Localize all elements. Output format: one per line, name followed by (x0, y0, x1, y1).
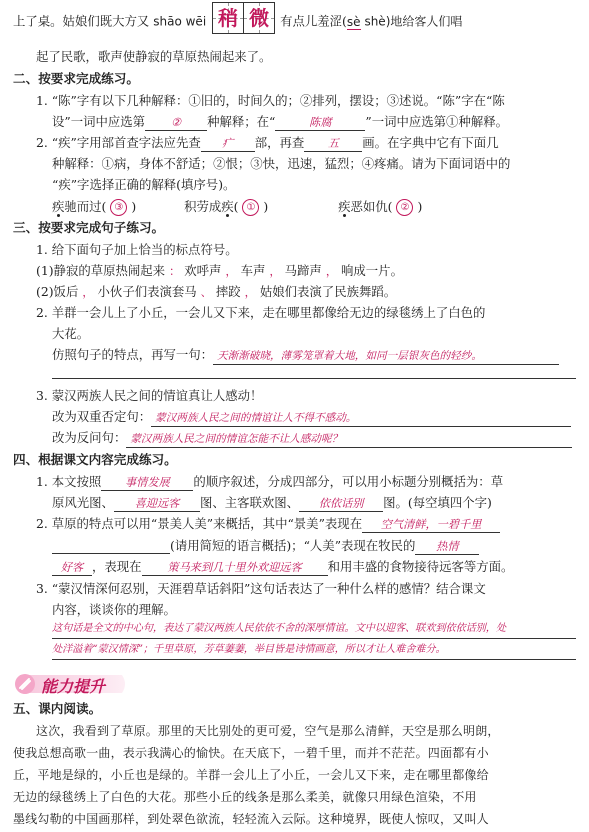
s2-q2-line2: 种解释：①病，身体不舒适；②恨；③快，迅速，猛烈；④疼痛。请为下面词语中的 (52, 156, 511, 171)
section-2-title: 二、按要求完成练习。 (13, 71, 139, 86)
text: 积劳成 (184, 199, 222, 214)
reading-line-2: 使我总想高歌一曲，表示我满心的愉快。在天底下，一碧千里，而并不茫茫。四面都有小 (13, 746, 489, 760)
s4-q1-line2 (52, 494, 492, 512)
s3-q2-line2: 大花。 (52, 326, 90, 341)
answer-blank[interactable]: 事情发展 (101, 475, 193, 491)
text: ，表现在 (92, 559, 142, 574)
text: 画。在字典中它有下面几 (362, 135, 499, 150)
answer-blank[interactable]: 策马来到几十里外欢迎远客 (142, 560, 328, 576)
tianzige-boxes (212, 2, 274, 34)
reading-line-4: 无边的绿毯绣上了白色的大花。那些小丘的线条是那么柔美，就像只用绿色渲染，不用 (13, 790, 477, 804)
s3-q2-line1: 2. 羊群一会儿上了小丘，一会儿又下来，走在哪里都像给无边的绿毯绣上了白色的 (36, 305, 486, 320)
answer-blank[interactable]: 陈腐 (275, 115, 365, 131)
text: (2)饭后 (36, 284, 79, 299)
s3-p2 (36, 283, 396, 302)
dotted-char: 疾 (338, 199, 351, 214)
s4-q2-line2 (52, 537, 479, 555)
word-1 (52, 199, 136, 214)
text: ”一词中应选第①种解释。 (365, 114, 509, 129)
reading-line-3: 丘，平地是绿的，小丘也是绿的。羊群一会儿上了小丘，一会儿又下来，走在哪里都像给 (13, 768, 489, 782)
punct-answer: ， (244, 286, 256, 299)
text: 小伙子们表演套马 (97, 284, 197, 299)
s4-q3-answer-2[interactable]: 处洋溢着“蒙汉情深”；千里草原，芳草萋萋，举目皆是诗情画意，所以才让人难舍难分。 (52, 641, 576, 660)
s3-q3-line1: 3. 蒙汉两族人民之间的情谊真让人感动！ (36, 388, 263, 403)
text: 设”一词中应选第 (52, 114, 146, 129)
answer-blank[interactable] (52, 538, 170, 554)
text: ( (233, 199, 239, 214)
answer-blank[interactable]: ② (145, 115, 207, 131)
punct-answer: ， (82, 286, 94, 299)
s4-q1-line1 (36, 473, 503, 491)
text: 上了桌。姑娘们既大方又 (13, 13, 150, 29)
answer-line[interactable]: 天渐渐破晓，薄雾笼罩着大地，如同一层银灰色的轻纱。 (213, 349, 559, 365)
text: 种解释；在“ (207, 114, 276, 129)
text: 的顺序叙述，分成四部分，可以用小标题分别概括为：草 (193, 474, 504, 489)
s3-q3-line2 (52, 408, 571, 427)
text: 摔跤 (215, 284, 241, 299)
text: 马蹄声 (284, 263, 322, 278)
s3-q3-line3 (52, 429, 572, 448)
answer-blank[interactable]: 热情 (415, 539, 479, 555)
blank-line[interactable] (52, 378, 576, 379)
section-5-title: 五、课内阅读。 (13, 701, 102, 716)
s4-q2-line3 (52, 558, 513, 576)
s2-q1-line2 (52, 113, 508, 131)
text: 响成一片。 (341, 263, 403, 278)
punct-answer: ： (169, 265, 181, 278)
answer-blank[interactable]: 疒 (201, 136, 255, 152)
s4-q3-answer-1[interactable]: 这句话是全文的中心句，表达了蒙汉两族人民依依不舍的深厚情谊。文中以迎客、联欢到依依话别，处 (52, 620, 576, 639)
ability-title: 能力提升 (41, 677, 106, 696)
s2-q2-line3: “疾”字选择正确的解释(填序号)。 (52, 177, 236, 192)
text: shè)地给客人们唱 (364, 14, 463, 29)
text: ) (131, 199, 137, 214)
text: 1. 本文按照 (36, 474, 102, 489)
answer-blank[interactable]: 五 (304, 136, 362, 152)
char: 微 (249, 6, 270, 30)
text: 有点儿羞涩( (280, 13, 347, 29)
text: 驰而过( (64, 199, 107, 214)
s2-q1-line1: 1. “陈”字有以下几种解释：①旧的，时间久的；②排列，摆设；③述说。“陈”字在“陈 (36, 93, 505, 108)
word-3 (338, 199, 422, 214)
section-4-title: 四、根据课文内容完成练习。 (13, 452, 177, 467)
text: 2. “疾”字用部首查字法应先查 (36, 135, 201, 150)
text: (请用简短的语言概括)；“人美”表现在牧民的 (170, 538, 416, 553)
s4-q2-line1 (36, 515, 500, 533)
text: 和用丰盛的食物接待远客等方面。 (327, 559, 514, 574)
text: 改为反问句： (52, 430, 127, 445)
section-3-title: 三、按要求完成句子练习。 (13, 220, 165, 235)
answer-blank[interactable]: 喜迎远客 (114, 496, 200, 512)
char: 稍 (218, 6, 239, 30)
answer-line[interactable]: 蒙汉两族人民之间的情谊让人不得不感动。 (151, 411, 571, 427)
answer-blank[interactable]: 依依话别 (299, 496, 383, 512)
reading-line-5: 墨线勾勒的中国画那样，到处翠色欲流，轻轻流入云际。这种境界，既使人惊叹，又叫人 (13, 812, 489, 826)
s4-q3-line1: 3. “蒙汉情深何忍别，天涯碧草话斜阳”这句话表达了一种什么样的感情？结合课文 (36, 581, 486, 596)
answer-blank[interactable]: 好客 (52, 560, 92, 576)
punct-answer: 、 (200, 286, 212, 299)
char-box-2 (243, 2, 275, 34)
text: 改为双重否定句： (52, 409, 152, 424)
dotted-char: 疾 (221, 199, 234, 214)
text: 图。(每空填四个字) (383, 495, 492, 510)
text: 起了民歌，歌声使静寂的草原热闹起来了。 (36, 49, 272, 64)
ability-banner (12, 671, 130, 697)
word-2 (184, 199, 268, 214)
answer-blank[interactable]: 空气清鲜，一碧千里 (362, 517, 500, 533)
text: ) (417, 199, 423, 214)
s2-q2-line1 (36, 134, 499, 152)
text: 姑娘们表演了民族舞蹈。 (259, 284, 397, 299)
dotted-char: 疾 (52, 199, 65, 214)
selected-pinyin: sè (346, 14, 361, 29)
punct-answer: ， (269, 265, 281, 278)
answer-circle[interactable]: ① (242, 199, 259, 216)
text: 2. 草原的特点可以用“景美人美”来概括，其中“景美”表现在 (36, 516, 363, 531)
text: 欢呼声 (184, 263, 222, 278)
text: (1)静寂的草原热闹起来 (36, 263, 166, 278)
text: 部，再查 (254, 135, 305, 150)
char-box-1 (212, 2, 244, 34)
text: 图、主客联欢图、 (199, 495, 300, 510)
text: 原风光图、 (52, 495, 114, 510)
pinyin: shāo wēi (153, 14, 207, 29)
s3-q2-line3 (52, 346, 559, 365)
text: 恶如仇( (350, 199, 393, 214)
reading-line-1: 这次，我看到了草原。那里的天比别处的更可爱，空气是那么清鲜，天空是那么明朗， (36, 724, 500, 738)
s3-p1 (36, 262, 403, 281)
text: ) (263, 199, 269, 214)
answer-circle[interactable]: ② (396, 199, 413, 216)
text: 车声 (240, 263, 266, 278)
answer-circle[interactable]: ③ (110, 199, 127, 216)
answer-line[interactable]: 蒙汉两族人民之间的情谊怎能不让人感动呢？ (126, 432, 572, 448)
s3-q1: 1. 给下面句子加上恰当的标点符号。 (36, 242, 238, 257)
top-line-1 (13, 6, 463, 34)
text: 仿照句子的特点，再写一句： (52, 347, 214, 362)
punct-answer: ， (225, 265, 237, 278)
s4-q3-line2: 内容，谈谈你的理解。 (52, 602, 176, 617)
s2-words (52, 198, 422, 216)
top-line-2 (36, 48, 271, 66)
punct-answer: ， (325, 265, 338, 278)
